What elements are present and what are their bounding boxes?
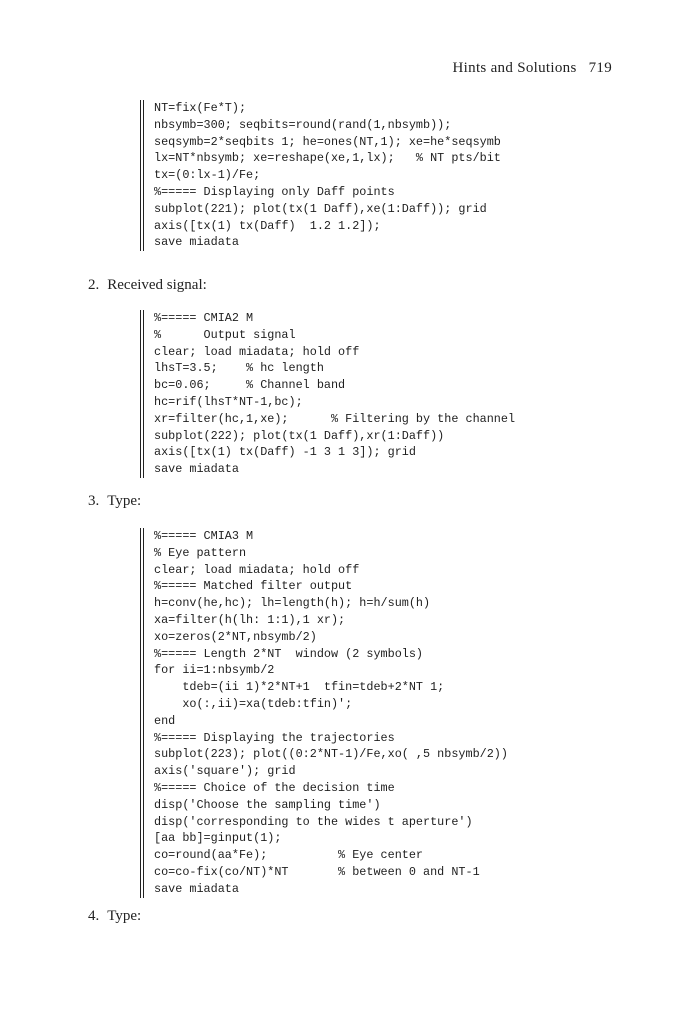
code-line: % Output signal: [154, 327, 296, 342]
item-4-number: 4.: [88, 908, 100, 924]
code-line: tx=(0:lx-1)/Fe;: [154, 168, 261, 183]
code-line: xo=zeros(2*NT,nbsymb/2): [154, 629, 317, 644]
item-2-heading: [88, 277, 207, 294]
code-line: NT=fix(Fe*T);: [154, 101, 247, 115]
code-line: clear; load miadata; hold off: [154, 344, 360, 359]
page-number: 719: [588, 60, 612, 76]
code-line: subplot(222); plot(tx(1 Daff),xr(1:Daff)): [154, 428, 445, 443]
code-line: %===== Choice of the decision time: [154, 780, 395, 795]
code-line: %===== CMIA2 M: [154, 311, 254, 325]
code-line: disp('Choose the sampling time'): [154, 797, 381, 812]
running-header: [453, 60, 612, 77]
code-line: save miadata: [154, 462, 239, 477]
code-line: lx=NT*nbsymb; xe=reshape(xe,1,lx); % NT pts/bit: [154, 151, 501, 166]
item-4-heading: [88, 908, 141, 925]
code-line: %===== Displaying only Daff points: [154, 184, 395, 199]
code-line: %===== CMIA3 M: [154, 529, 254, 543]
code-line: co=round(aa*Fe); % Eye center: [154, 848, 424, 863]
code-line: subplot(223); plot((0:2*NT-1)/Fe,xo( ,5 nbsymb/2)): [154, 747, 508, 762]
code-line: seqsymb=2*seqbits 1; he=ones(NT,1); xe=he*seqsymb: [154, 134, 501, 149]
code-line: nbsymb=300; seqbits=round(rand(1,nbsymb));: [154, 117, 452, 132]
code-line: subplot(221); plot(tx(1 Daff),xe(1:Daff)); grid: [154, 201, 487, 216]
code-line: hc=rif(lhsT*NT-1,bc);: [154, 394, 303, 409]
code-line: xr=filter(hc,1,xe); % Filtering by the channel: [154, 411, 516, 426]
code-line: save miadata: [154, 235, 239, 250]
code-line: %===== Length 2*NT window (2 symbols): [154, 646, 424, 661]
code-line: xo(:,ii)=xa(tdeb:tfin)';: [154, 696, 353, 711]
code-line: axis([tx(1) tx(Daff) -1 3 1 3]); grid: [154, 445, 416, 460]
code-line: [aa bb]=ginput(1);: [154, 831, 282, 846]
code-line: tdeb=(ii 1)*2*NT+1 tfin=tdeb+2*NT 1;: [154, 680, 445, 695]
code-line: h=conv(he,hc); lh=length(h); h=h/sum(h): [154, 596, 431, 611]
code-line: save miadata: [154, 881, 239, 896]
code-line: end: [154, 713, 176, 728]
code-line: %===== Matched filter output: [154, 579, 353, 594]
code-line: co=co-fix(co/NT)*NT % between 0 and NT-1: [154, 864, 480, 879]
item-3-heading: [88, 493, 141, 510]
item-3-number: 3.: [88, 493, 100, 509]
code-line: axis([tx(1) tx(Daff) 1.2 1.2]);: [154, 218, 381, 233]
code-block-2: [140, 310, 515, 478]
code-line: xa=filter(h(lh: 1:1),1 xr);: [154, 612, 346, 627]
item-2-number: 2.: [88, 277, 100, 293]
code-line: %===== Displaying the trajectories: [154, 730, 395, 745]
item-4-label: Type:: [107, 908, 142, 924]
item-3-label: Type:: [107, 493, 142, 509]
code-line: lhsT=3.5; % hc length: [154, 361, 324, 376]
code-line: % Eye pattern: [154, 545, 247, 560]
code-block-3: [140, 528, 508, 898]
code-line: bc=0.06; % Channel band: [154, 378, 346, 393]
item-2-label: Received signal:: [107, 277, 207, 293]
code-line: disp('corresponding to the wides t aperture'): [154, 814, 473, 829]
code-line: for ii=1:nbsymb/2: [154, 663, 275, 678]
code-block-1: [140, 100, 501, 251]
code-line: clear; load miadata; hold off: [154, 562, 360, 577]
code-line: axis('square'); grid: [154, 764, 296, 779]
running-header-title: Hints and Solutions: [452, 60, 577, 76]
